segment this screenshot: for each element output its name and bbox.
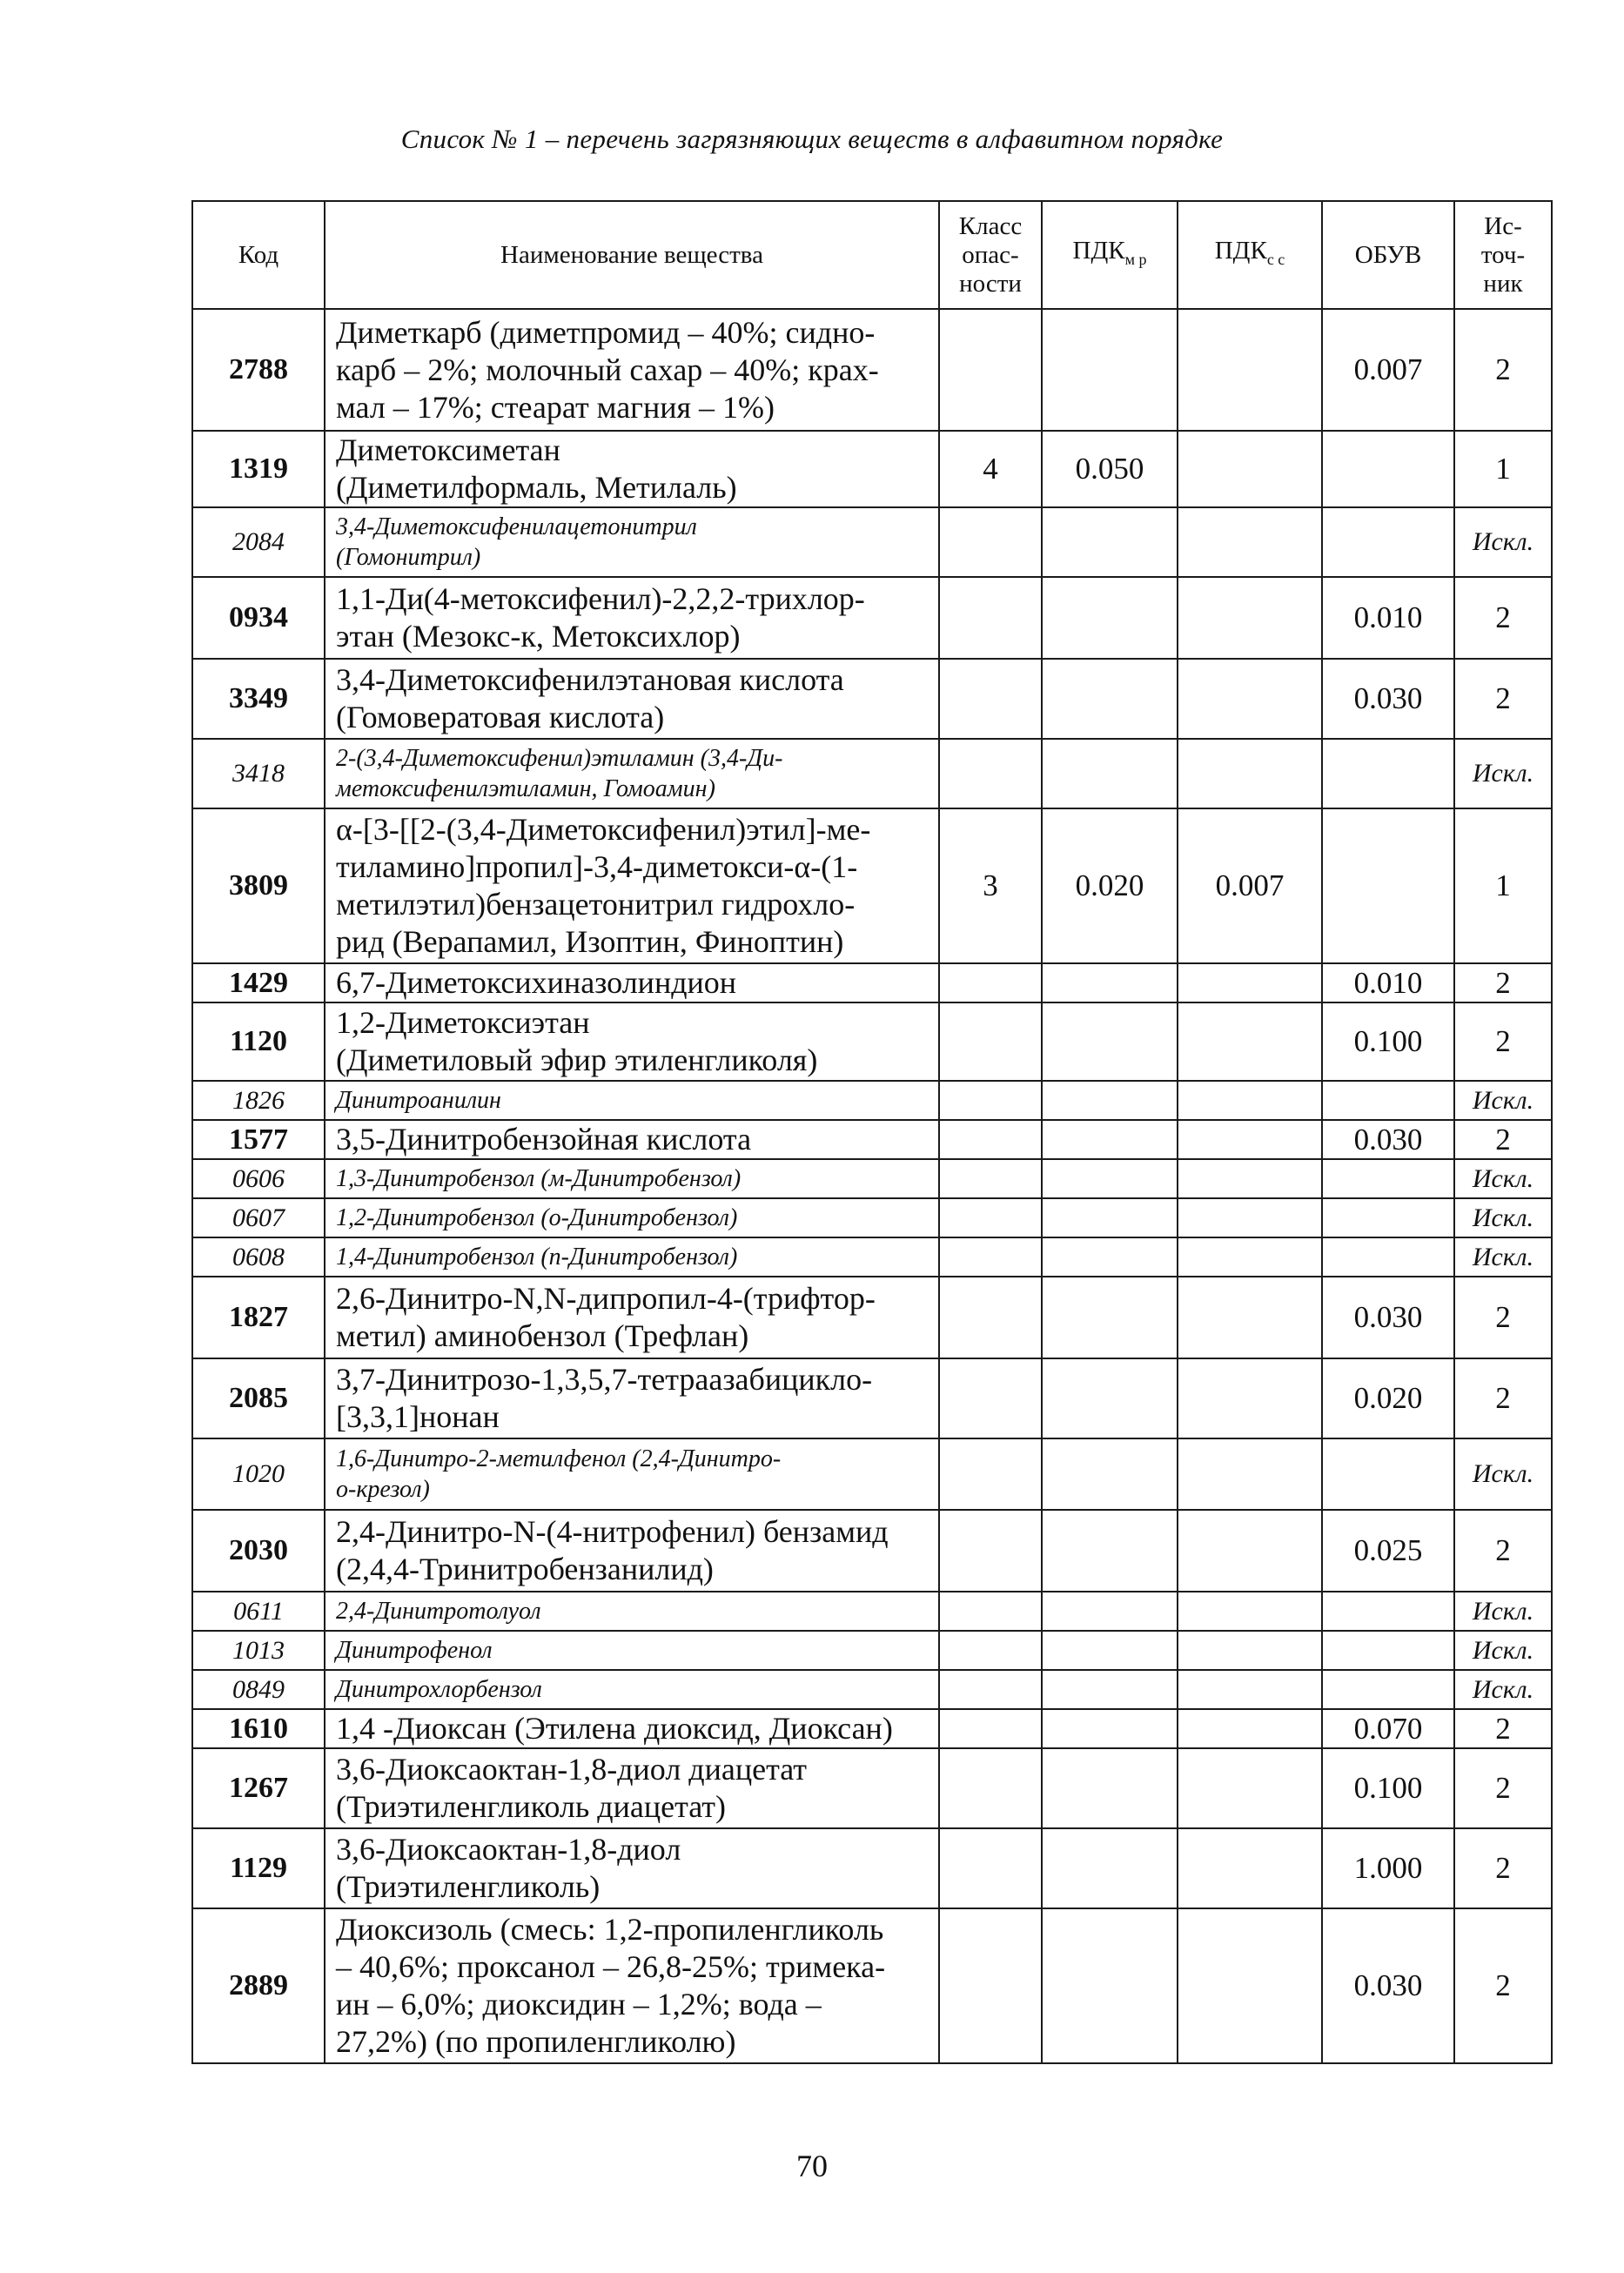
cell-name [325,1159,939,1198]
cell-name-line: (Гомонитрил) [336,544,481,571]
cell-name [325,1198,939,1237]
cell-pdk-ss [1178,1592,1322,1631]
cell-name [325,808,939,963]
table-row [192,1237,1552,1277]
cell-code: 2085 [192,1358,325,1438]
table-row [192,1081,1552,1120]
cell-pdk-ss [1178,1748,1322,1828]
table-row [192,507,1552,577]
cell-hazard-class [939,1908,1042,2063]
header-pdk-ss-base: ПДК [1214,236,1267,265]
table-row [192,431,1552,507]
cell-code: 2889 [192,1908,325,2063]
cell-pdk-mr [1042,1908,1178,2063]
cell-obuv: 0.100 [1322,1002,1454,1081]
cell-name [325,1908,939,2063]
cell-pdk-mr [1042,507,1178,577]
cell-hazard-class: 4 [939,431,1042,507]
header-source-line: точ- [1480,240,1526,269]
cell-name [325,1358,939,1438]
cell-name [325,431,939,507]
cell-pdk-ss [1178,1002,1322,1081]
cell-obuv [1322,1237,1454,1277]
cell-pdk-mr [1042,577,1178,659]
table-row [192,1159,1552,1198]
cell-hazard-class [939,1277,1042,1358]
cell-obuv: 0.007 [1322,309,1454,431]
cell-pdk-mr [1042,1670,1178,1709]
cell-obuv [1322,1198,1454,1237]
cell-code: 2788 [192,309,325,431]
cell-obuv: 0.010 [1322,963,1454,1002]
cell-code: 1577 [192,1120,325,1159]
cell-name-line: (2,4,4-Тринитробензанилид) [336,1552,714,1586]
cell-code: 1827 [192,1277,325,1358]
table-row [192,808,1552,963]
cell-obuv [1322,1592,1454,1631]
cell-pdk-ss [1178,1828,1322,1908]
cell-source: Искл. [1454,1237,1552,1277]
cell-pdk-mr [1042,1592,1178,1631]
cell-source: 1 [1454,431,1552,507]
cell-name-line: 6,7-Диметоксихиназолиндион [336,965,737,1000]
cell-source: 2 [1454,1908,1552,2063]
cell-pdk-ss [1178,577,1322,659]
cell-pdk-mr [1042,1510,1178,1592]
cell-code: 3349 [192,659,325,739]
cell-name-line: 1,4 -Диоксан (Этилена диоксид, Диоксан) [336,1711,893,1746]
cell-code: 0608 [192,1237,325,1277]
cell-hazard-class: 3 [939,808,1042,963]
table-row [192,1120,1552,1159]
cell-source: Искл. [1454,1198,1552,1237]
cell-name-line: 3,4-Диметоксифенилацетонитрил [336,513,697,540]
cell-hazard-class [939,1159,1042,1198]
cell-obuv: 0.030 [1322,659,1454,739]
cell-hazard-class [939,1120,1042,1159]
cell-name-line: 2,4-Динитротолуол [336,1598,541,1625]
cell-pdk-ss [1178,739,1322,808]
cell-name-line: 3,6-Диоксаоктан-1,8-диол [336,1832,681,1867]
cell-name-line: мал – 17%; стеарат магния – 1%) [336,389,775,425]
header-pdk-mr-base: ПДК [1072,236,1125,265]
cell-pdk-ss [1178,1358,1322,1438]
cell-hazard-class [939,659,1042,739]
cell-name-line: 3,6-Диоксаоктан-1,8-диол диацетат [336,1752,808,1787]
cell-name-line: метоксифенилэтиламин, Гомоамин) [336,775,715,802]
cell-pdk-ss [1178,1670,1322,1709]
cell-obuv [1322,1438,1454,1510]
cell-pdk-ss [1178,1631,1322,1670]
cell-code: 1267 [192,1748,325,1828]
table-row [192,1828,1552,1908]
cell-name-line: о-крезол) [336,1476,430,1503]
cell-pdk-ss [1178,431,1322,507]
table-row [192,739,1552,808]
header-source-line: ник [1483,269,1523,298]
cell-pdk-mr [1042,1198,1178,1237]
cell-name-line: метил) аминобензол (Трефлан) [336,1318,749,1353]
header-pdk-mr-sub: м р [1124,250,1147,268]
cell-source: 2 [1454,1748,1552,1828]
cell-name-line: (Триэтиленгликоль) [336,1869,601,1904]
cell-code: 3809 [192,808,325,963]
cell-name-line: тиламино]пропил]-3,4-диметокси-α-(1- [336,849,858,884]
cell-source: Искл. [1454,1159,1552,1198]
cell-source: Искл. [1454,1592,1552,1631]
header-obuv: ОБУВ [1322,201,1454,309]
cell-obuv: 0.020 [1322,1358,1454,1438]
cell-source: Искл. [1454,739,1552,808]
cell-name-line: 1,1-Ди(4-метоксифенил)-2,2,2-трихлор- [336,581,865,616]
page-number: 70 [796,2149,828,2183]
cell-name-line: (Диметилформаль, Метилаль) [336,470,737,505]
cell-name-line: – 40,6%; проксанол – 26,8-25%; тримека- [336,1949,886,1984]
cell-name-line: Динитрохлорбензол [336,1676,542,1703]
cell-obuv [1322,1631,1454,1670]
cell-pdk-ss [1178,1438,1322,1510]
cell-pdk-ss [1178,1709,1322,1748]
cell-hazard-class [939,1828,1042,1908]
cell-name-line: 2,6-Динитро-N,N-дипропил-4-(трифтор- [336,1281,876,1316]
list-caption: Список № 1 – перечень загрязняющих веществ в алфавитном порядке [400,124,1224,154]
cell-name [325,1438,939,1510]
cell-obuv: 0.100 [1322,1748,1454,1828]
cell-pdk-ss [1178,1120,1322,1159]
cell-hazard-class [939,1198,1042,1237]
table-row [192,963,1552,1002]
header-hazard-class-line: Класс [958,211,1023,240]
header-source-line: Ис- [1484,211,1522,240]
cell-pdk-mr [1042,1159,1178,1198]
cell-code: 1013 [192,1631,325,1670]
table-row [192,577,1552,659]
cell-pdk-ss [1178,963,1322,1002]
cell-hazard-class [939,1510,1042,1592]
cell-source: Искл. [1454,1438,1552,1510]
cell-code: 1319 [192,431,325,507]
cell-hazard-class [939,577,1042,659]
cell-name-line: 2,4-Динитро-N-(4-нитрофенил) бензамид [336,1514,889,1549]
cell-source: 2 [1454,1709,1552,1748]
cell-source: 2 [1454,963,1552,1002]
cell-obuv: 0.070 [1322,1709,1454,1748]
cell-hazard-class [939,963,1042,1002]
cell-source: 2 [1454,577,1552,659]
cell-name-line: ин – 6,0%; диоксидин – 1,2%; вода – [336,1987,822,2022]
cell-name-line: Динитрофенол [336,1637,493,1664]
cell-source: 2 [1454,1120,1552,1159]
cell-name-line: 2-(3,4-Диметоксифенил)этиламин (3,4-Ди- [336,745,783,772]
cell-name-line: 3,4-Диметоксифенилэтановая кислота [336,662,844,697]
cell-obuv [1322,431,1454,507]
cell-name [325,1828,939,1908]
cell-source: 2 [1454,659,1552,739]
cell-code: 0611 [192,1592,325,1631]
cell-code: 0849 [192,1670,325,1709]
cell-source: 1 [1454,808,1552,963]
cell-name [325,1631,939,1670]
cell-name [325,1709,939,1748]
cell-name-line: карб – 2%; молочный сахар – 40%; крах- [336,352,879,387]
cell-pdk-ss [1178,1510,1322,1592]
cell-name [325,1237,939,1277]
cell-name-line: 1,6-Динитро-2-метилфенол (2,4-Динитро- [336,1445,782,1472]
table-body [192,309,1552,2063]
table-row [192,1631,1552,1670]
table-row [192,1670,1552,1709]
cell-hazard-class [939,1358,1042,1438]
cell-pdk-ss [1178,1159,1322,1198]
cell-name-line: Динитроанилин [336,1087,501,1114]
cell-obuv [1322,808,1454,963]
table-row [192,1438,1552,1510]
cell-name-line: этан (Мезокс-к, Метоксихлор) [336,619,741,654]
cell-obuv [1322,1081,1454,1120]
table-row [192,1908,1552,2063]
cell-pdk-mr [1042,739,1178,808]
cell-obuv [1322,507,1454,577]
cell-name [325,1748,939,1828]
cell-pdk-mr [1042,1748,1178,1828]
cell-obuv: 0.030 [1322,1277,1454,1358]
header-name: Наименование вещества [325,201,939,309]
cell-name-line: 1,2-Динитробензол (о-Динитробензол) [336,1204,738,1231]
table-row [192,659,1552,739]
table-row [192,1002,1552,1081]
header-pdk-ss [1178,201,1322,309]
cell-pdk-ss [1178,1237,1322,1277]
cell-name [325,1081,939,1120]
cell-pdk-mr [1042,1828,1178,1908]
cell-pdk-mr [1042,963,1178,1002]
cell-obuv: 0.025 [1322,1510,1454,1592]
cell-code: 0606 [192,1159,325,1198]
table-row [192,1510,1552,1592]
cell-hazard-class [939,1748,1042,1828]
header-pdk-ss-sub: с с [1266,250,1285,268]
cell-code: 2084 [192,507,325,577]
cell-hazard-class [939,309,1042,431]
cell-source: 2 [1454,309,1552,431]
cell-source: 2 [1454,1358,1552,1438]
cell-name [325,577,939,659]
cell-name [325,963,939,1002]
cell-hazard-class [939,1081,1042,1120]
cell-obuv: 0.010 [1322,577,1454,659]
cell-pdk-mr [1042,1631,1178,1670]
cell-name [325,1670,939,1709]
cell-hazard-class [939,1709,1042,1748]
header-hazard-class [939,201,1042,309]
cell-source: Искл. [1454,1670,1552,1709]
cell-hazard-class [939,507,1042,577]
cell-code: 2030 [192,1510,325,1592]
header-source [1454,201,1552,309]
header-hazard-class-line: ности [959,269,1022,298]
cell-hazard-class [939,1670,1042,1709]
cell-name-line: 1,2-Диметоксиэтан [336,1005,590,1040]
cell-pdk-ss: 0.007 [1178,808,1322,963]
cell-pdk-mr [1042,659,1178,739]
header-hazard-class-line: опас- [962,240,1019,269]
cell-name [325,659,939,739]
cell-name-line: 3,5-Динитробензойная кислота [336,1122,752,1157]
header-code: Код [192,201,325,309]
cell-name-line: 27,2%) (по пропиленгликолю) [336,2024,736,2059]
cell-pdk-mr [1042,309,1178,431]
table-header-row [192,201,1552,309]
table-row [192,1748,1552,1828]
cell-pdk-ss [1178,1908,1322,2063]
cell-obuv [1322,739,1454,808]
cell-name [325,1510,939,1592]
cell-pdk-mr [1042,1081,1178,1120]
cell-pdk-ss [1178,1198,1322,1237]
cell-name-line: [3,3,1]нонан [336,1399,500,1434]
cell-name-line: α-[3-[[2-(3,4-Диметоксифенил)этил]-ме- [336,812,871,847]
cell-name [325,1277,939,1358]
cell-name-line: Диметоксиметан [336,432,560,467]
cell-code: 0934 [192,577,325,659]
cell-name-line: (Триэтиленгликоль диацетат) [336,1789,727,1824]
cell-name [325,1002,939,1081]
cell-name [325,739,939,808]
cell-name [325,507,939,577]
cell-code: 1429 [192,963,325,1002]
cell-hazard-class [939,1438,1042,1510]
cell-hazard-class [939,739,1042,808]
cell-code: 1020 [192,1438,325,1510]
cell-name-line: рид (Верапамил, Изоптин, Финоптин) [336,924,844,959]
cell-code: 3418 [192,739,325,808]
table-row [192,1358,1552,1438]
cell-code: 0607 [192,1198,325,1237]
cell-source: 2 [1454,1828,1552,1908]
cell-pdk-ss [1178,659,1322,739]
cell-name-line: 1,4-Динитробензол (п-Динитробензол) [336,1244,738,1271]
cell-code: 1826 [192,1081,325,1120]
cell-obuv [1322,1670,1454,1709]
cell-hazard-class [939,1592,1042,1631]
cell-name-line: 1,3-Динитробензол (м-Динитробензол) [336,1165,742,1192]
cell-source: Искл. [1454,1081,1552,1120]
header-pdk-mr [1042,201,1178,309]
cell-obuv: 0.030 [1322,1908,1454,2063]
cell-hazard-class [939,1237,1042,1277]
substances-table [191,200,1553,2064]
cell-name [325,1120,939,1159]
cell-name-line: (Гомовератовая кислота) [336,700,665,734]
cell-pdk-mr [1042,1120,1178,1159]
cell-obuv [1322,1159,1454,1198]
cell-pdk-mr [1042,1277,1178,1358]
table-row [192,1198,1552,1237]
table-row [192,1277,1552,1358]
cell-pdk-ss [1178,507,1322,577]
cell-code: 1610 [192,1709,325,1748]
cell-pdk-ss [1178,309,1322,431]
cell-pdk-ss [1178,1277,1322,1358]
cell-name-line: 3,7-Динитрозо-1,3,5,7-тетраазабицикло- [336,1362,873,1397]
cell-source: Искл. [1454,507,1552,577]
cell-source: Искл. [1454,1631,1552,1670]
cell-source: 2 [1454,1277,1552,1358]
cell-pdk-mr: 0.050 [1042,431,1178,507]
table-row [192,1592,1552,1631]
cell-name-line: (Диметиловый эфир этиленгликоля) [336,1043,818,1077]
cell-code: 1120 [192,1002,325,1081]
cell-pdk-mr [1042,1438,1178,1510]
cell-source: 2 [1454,1510,1552,1592]
cell-name-line: Диоксизоль (смесь: 1,2-пропиленгликоль [336,1912,884,1947]
cell-pdk-mr: 0.020 [1042,808,1178,963]
cell-obuv: 1.000 [1322,1828,1454,1908]
cell-obuv: 0.030 [1322,1120,1454,1159]
cell-source: 2 [1454,1002,1552,1081]
table-row [192,1709,1552,1748]
cell-hazard-class [939,1631,1042,1670]
cell-pdk-mr [1042,1358,1178,1438]
cell-name [325,1592,939,1631]
cell-pdk-mr [1042,1002,1178,1081]
cell-pdk-ss [1178,1081,1322,1120]
cell-hazard-class [939,1002,1042,1081]
table-row [192,309,1552,431]
cell-name-line: Диметкарб (диметпромид – 40%; сидно- [336,314,876,350]
cell-code: 1129 [192,1828,325,1908]
cell-name-line: метилэтил)бензацетонитрил гидрохло- [336,887,856,922]
cell-pdk-mr [1042,1237,1178,1277]
cell-name [325,309,939,431]
cell-pdk-mr [1042,1709,1178,1748]
